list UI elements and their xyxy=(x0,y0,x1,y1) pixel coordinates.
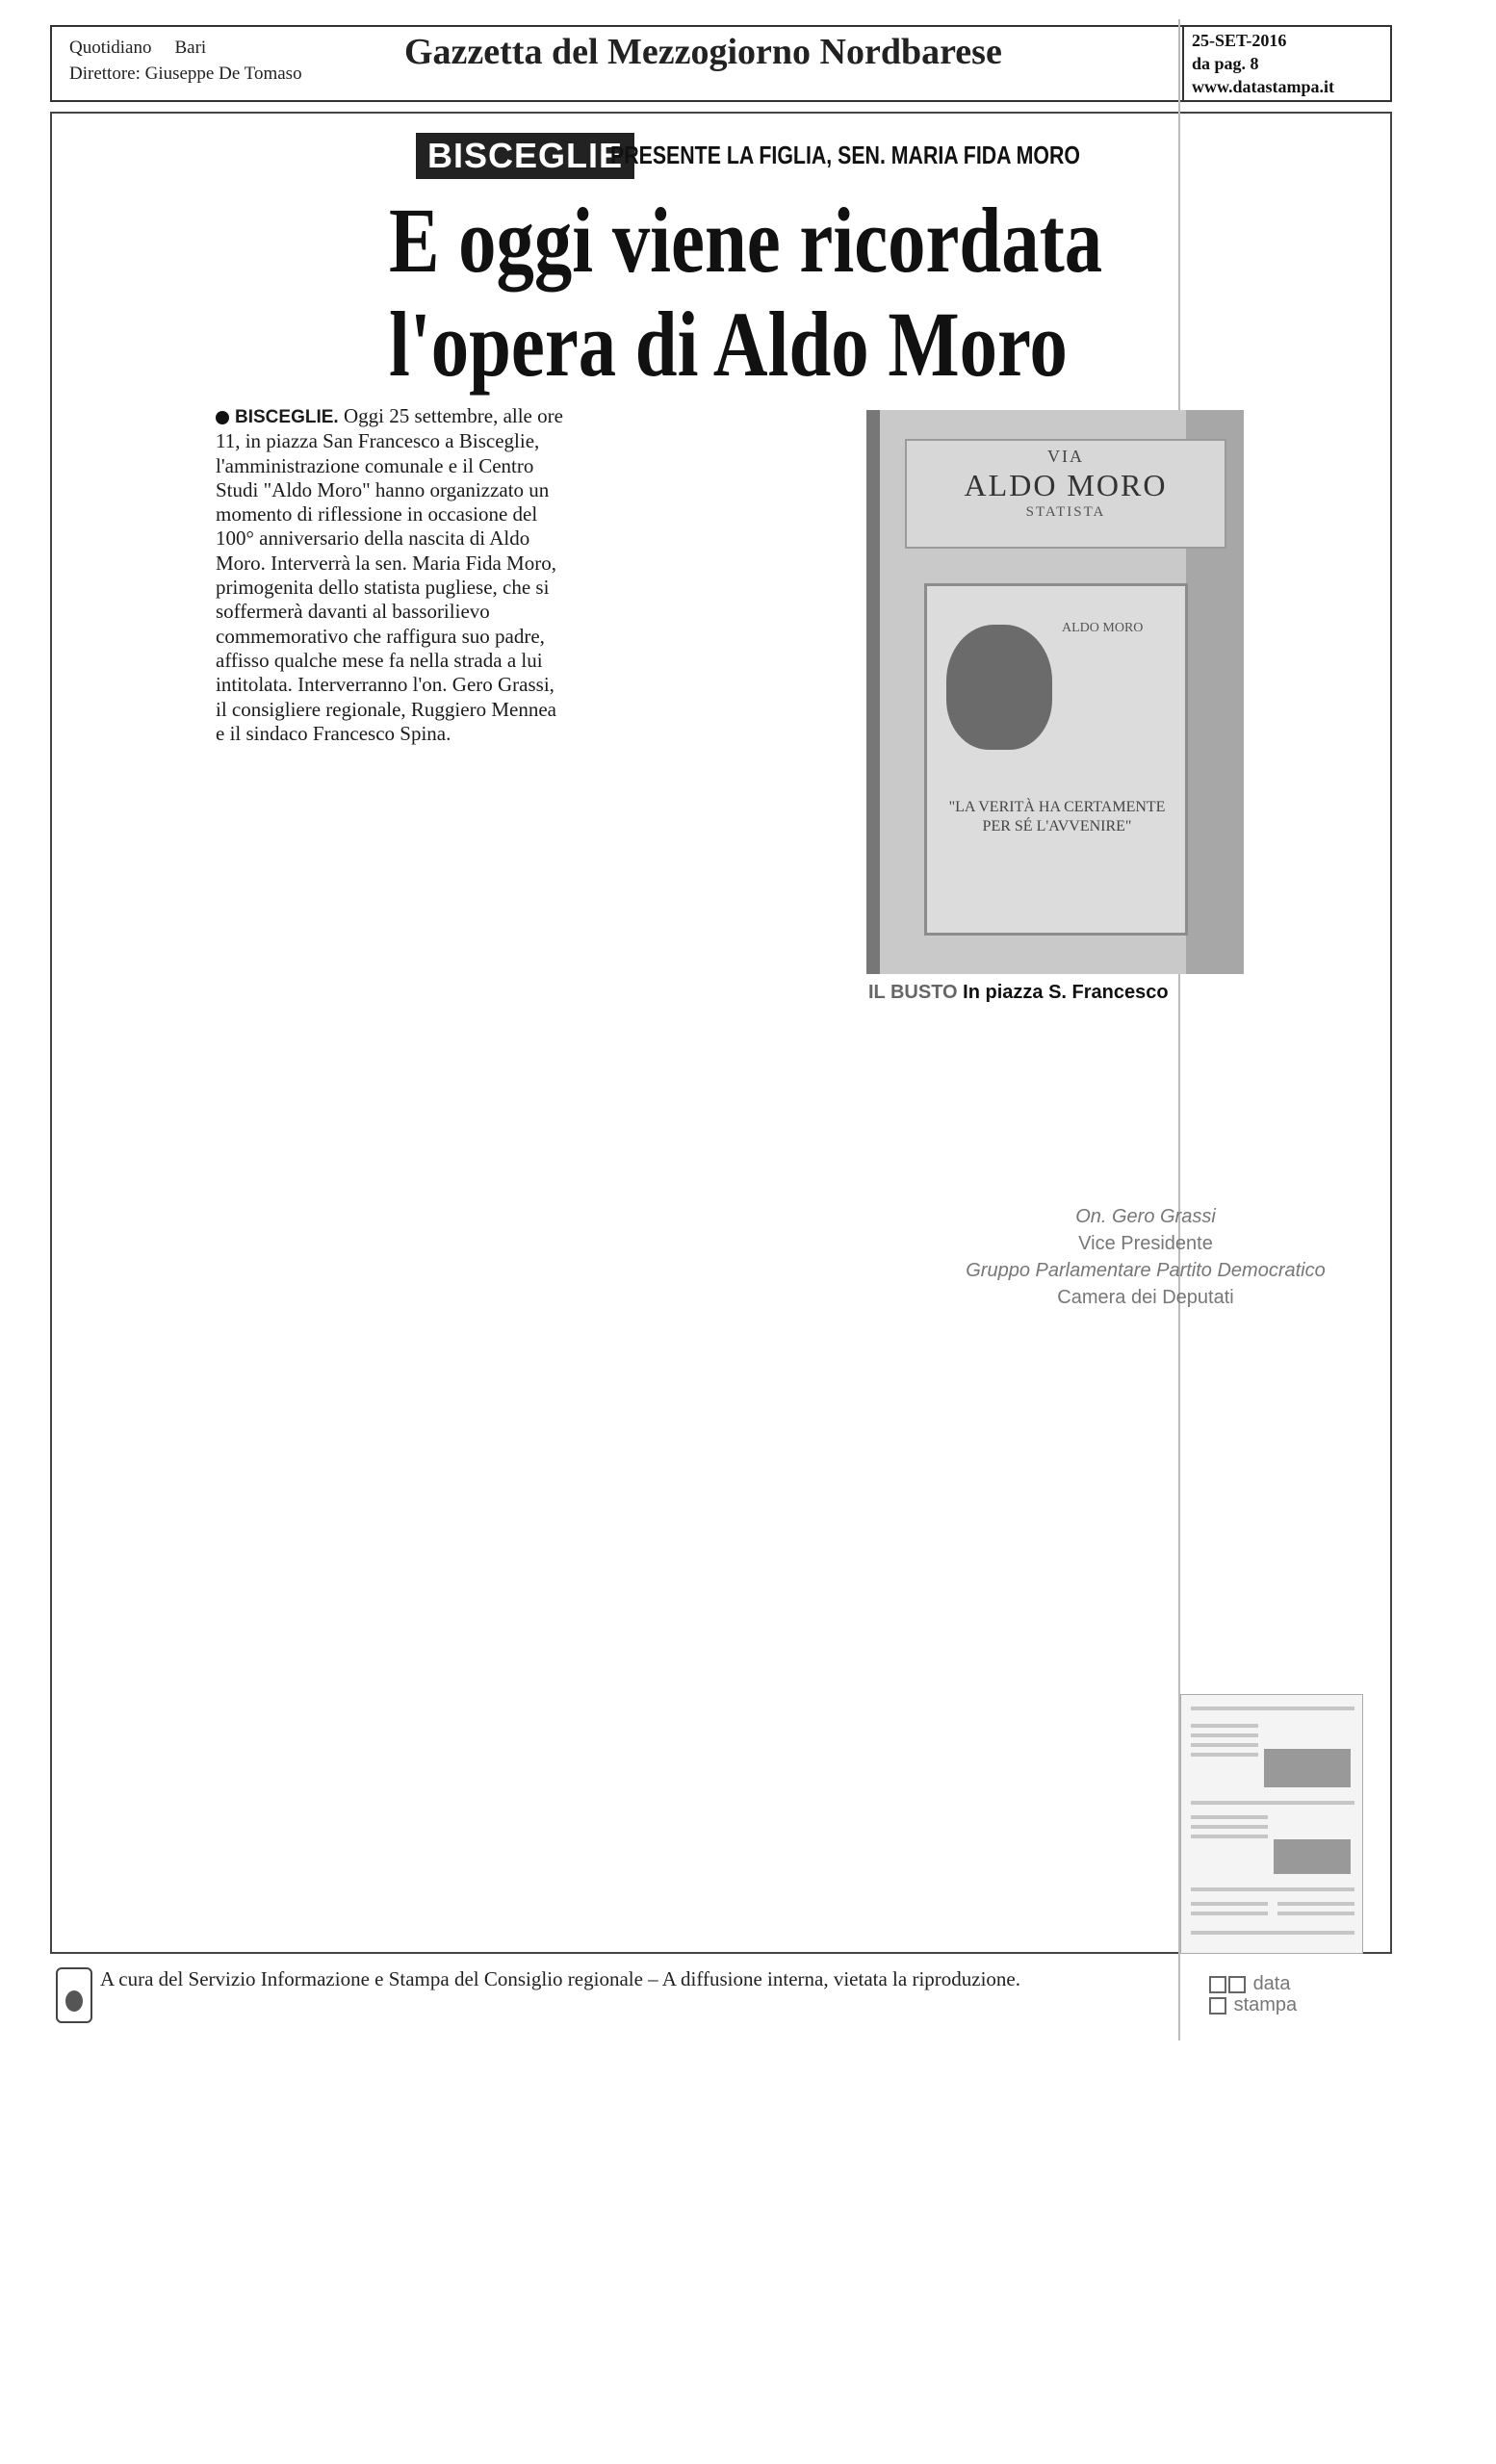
signature-role: Vice Presidente xyxy=(1078,1233,1213,1254)
thumb-line xyxy=(1191,1815,1268,1819)
datastampa-logo xyxy=(1209,1973,1297,2015)
thumb-line xyxy=(1277,1912,1354,1915)
thumb-line xyxy=(1277,1902,1354,1906)
plaque-quote: "LA VERITÀ HA CERTAMENTE PER SÉ L'AVVENIRE" xyxy=(948,799,1166,834)
issue-date: 25-SET-2016 xyxy=(1192,31,1287,50)
publication-city: Bari xyxy=(174,38,207,58)
header-left-info xyxy=(69,35,302,87)
caption-label: IL BUSTO xyxy=(868,982,958,1003)
director-line: Direttore: Giuseppe De Tomaso xyxy=(69,64,302,84)
newspaper-title: Gazzetta del Mezzogiorno Nordbarese xyxy=(404,32,1002,72)
caption-text: In piazza S. Francesco xyxy=(963,982,1169,1003)
thumb-line xyxy=(1191,1733,1258,1737)
signature-name: On. Gero Grassi xyxy=(1075,1206,1216,1227)
article-text: Oggi 25 settembre, alle ore 11, in piazza San Francesco a Bisceglie, l'amministrazione comunale e il Centro Studi "Aldo Moro" hanno organizzato un momento di riflessione in occasione del 100° anniversario della nascita di Aldo Moro. Interverrà la sen. Maria Fida Moro, primogenita dello statista pugliese, che si soffermerà davanti al bassorilievo commemorativo che raffigura suo padre, affisso qualche mese fa nella strada a lui intitolata. Interverranno l'on. Gero Grassi, il consigliere regionale, Ruggiero Mennea e il sindaco Francesco Spina. xyxy=(216,404,563,745)
dateline: BISCEGLIE. xyxy=(235,407,339,427)
street-sign-line-2: ALDO MORO xyxy=(964,468,1168,502)
page-thumbnail xyxy=(1180,1694,1363,1954)
thumb-line xyxy=(1191,1902,1268,1906)
thumb-line xyxy=(1191,1743,1258,1747)
thumb-image xyxy=(1274,1839,1351,1874)
headline-line-2: l'opera di Aldo Moro xyxy=(389,293,1068,396)
article-body xyxy=(216,404,570,746)
signature-group: Gruppo Parlamentare Partito Democratico xyxy=(966,1260,1326,1281)
headline xyxy=(389,189,1102,397)
thumb-line xyxy=(1191,1835,1268,1838)
street-sign-line-1: VIA xyxy=(1047,447,1084,466)
publication-type: Quotidiano xyxy=(69,38,152,58)
thumb-line xyxy=(1191,1801,1354,1805)
bust-relief-icon xyxy=(946,625,1052,750)
signature-stamp xyxy=(915,1203,1377,1311)
street-sign xyxy=(905,439,1226,549)
page-ref: da pag. 8 xyxy=(1192,54,1259,73)
photo-edge-left xyxy=(866,410,880,974)
street-sign-line-3: STATISTA xyxy=(1025,504,1106,520)
thumb-line xyxy=(1191,1825,1268,1829)
thumb-image xyxy=(1264,1749,1351,1787)
kicker-tag: BISCEGLIE xyxy=(416,133,634,179)
logo-word-2: stampa xyxy=(1233,1994,1298,2015)
signature-chamber: Camera dei Deputati xyxy=(1057,1287,1234,1308)
kicker-text: PRESENTE LA FIGLIA, SEN. MARIA FIDA MORO xyxy=(610,141,1081,169)
regional-council-emblem-icon xyxy=(56,1967,92,2023)
article-photo xyxy=(866,410,1244,974)
thumb-line xyxy=(1191,1912,1268,1915)
thumb-line xyxy=(1191,1887,1354,1891)
logo-word-1: data xyxy=(1252,1973,1291,1994)
footer-notice: A cura del Servizio Informazione e Stampa del Consiglio regionale – A diffusione interna, vietata la riproduzione. xyxy=(100,1967,1021,1990)
thumb-line xyxy=(1191,1724,1258,1728)
memorial-plaque xyxy=(924,583,1188,936)
photo-caption xyxy=(868,982,1169,1004)
thumb-line xyxy=(1191,1753,1258,1757)
thumb-line xyxy=(1191,1707,1354,1710)
headline-line-1: E oggi viene ricordata xyxy=(389,189,1103,292)
bullet-icon xyxy=(216,411,229,424)
thumb-line xyxy=(1191,1931,1354,1935)
source-site: www.datastampa.it xyxy=(1192,77,1335,96)
plaque-name: ALDO MORO xyxy=(1062,621,1144,635)
header-right-info xyxy=(1192,29,1334,98)
